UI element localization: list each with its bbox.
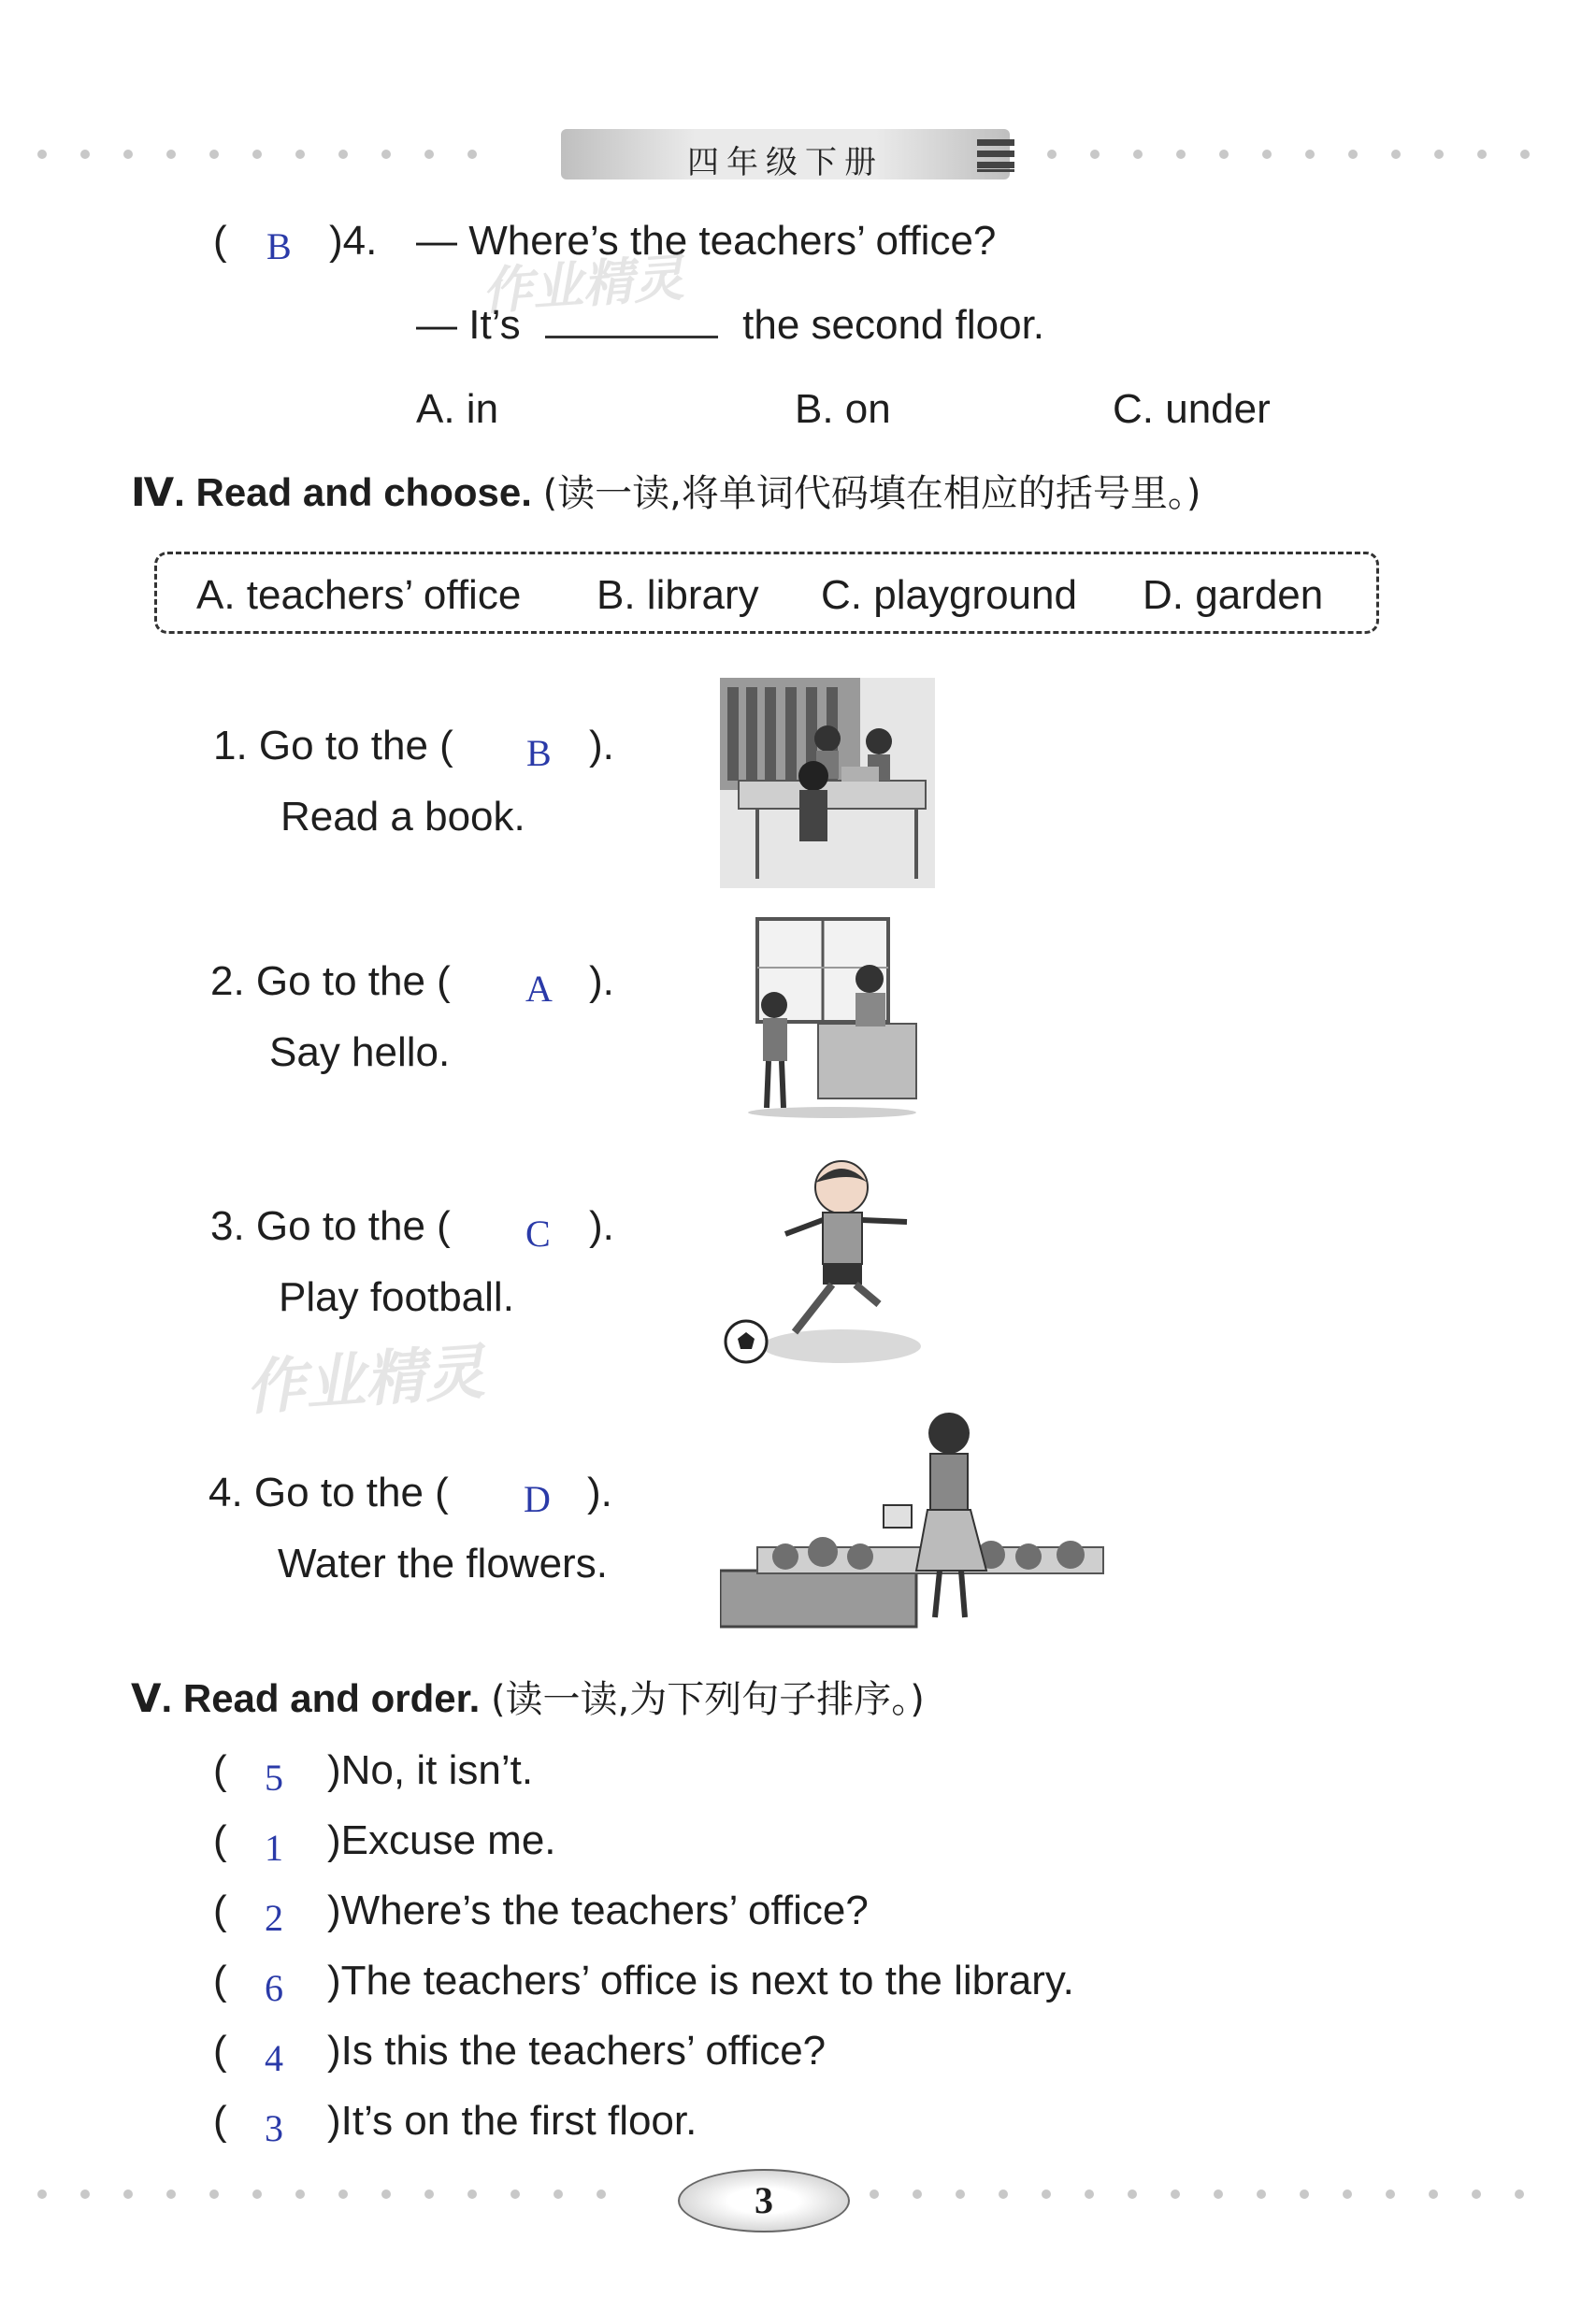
- order-item-answer: 5: [265, 1757, 283, 1799]
- section5-numeral: Ⅴ.: [131, 1676, 173, 1720]
- footer-dots-right: [870, 2189, 1571, 2199]
- q4-answer: B: [266, 225, 292, 267]
- q4-number: )4.: [329, 218, 378, 264]
- q4-question: — Where’s the teachers’ office?: [416, 218, 997, 264]
- section5-heading: [131, 1676, 925, 1721]
- decor-dot: [554, 2189, 563, 2199]
- decor-dot: [1300, 2189, 1309, 2199]
- item2-answer: A: [525, 968, 553, 1010]
- decor-dot: [252, 150, 262, 159]
- decor-dot: [1085, 2189, 1094, 2199]
- decor-dot: [1477, 150, 1487, 159]
- decor-dot: [597, 2189, 606, 2199]
- section5-instruction: (读一读,为下列句子排序。): [490, 1678, 925, 1721]
- item3-close: ).: [589, 1203, 614, 1249]
- footer-dots-left: [37, 2189, 654, 2199]
- decor-dot: [1219, 150, 1229, 159]
- decor-dot: [424, 150, 434, 159]
- header-title: 四年级下册: [687, 144, 884, 181]
- decor-dot: [37, 2189, 47, 2199]
- decor-dot: [424, 2189, 434, 2199]
- decor-dot: [1434, 150, 1444, 159]
- decor-dot: [209, 150, 219, 159]
- teachers-office-illustration: [739, 912, 926, 1122]
- q4-option-b: B. on: [795, 386, 891, 432]
- item2-line2: Say hello.: [269, 1029, 451, 1075]
- decor-dot: [166, 150, 176, 159]
- decor-dot: [1176, 150, 1186, 159]
- decor-dot: [1090, 150, 1100, 159]
- decor-dot: [1348, 150, 1358, 159]
- order-item-answer: 4: [265, 2037, 283, 2079]
- item1-line1: 1. Go to the (: [213, 723, 453, 768]
- decor-dot: [999, 2189, 1008, 2199]
- page-number-badge: [678, 2169, 850, 2232]
- order-item-answer: 1: [265, 1827, 283, 1869]
- item2-close: ).: [589, 958, 614, 1004]
- section4-title: Read and choose.: [195, 470, 532, 514]
- decor-dot: [1472, 2189, 1481, 2199]
- order-item-open-paren: (: [213, 1747, 227, 1793]
- section4-numeral: Ⅳ.: [131, 470, 185, 514]
- decor-dot: [80, 150, 90, 159]
- decor-dot: [913, 2189, 922, 2199]
- item1-close: ).: [589, 723, 614, 768]
- decor-dot: [1520, 150, 1530, 159]
- item3-answer: C: [525, 1213, 551, 1255]
- order-item-text: )It’s on the first floor.: [327, 2098, 697, 2144]
- section4-instruction: (读一读,将单词代码填在相应的括号里。): [542, 472, 1201, 515]
- decor-dot: [1171, 2189, 1180, 2199]
- decor-dot: [80, 2189, 90, 2199]
- header-banner: [561, 129, 1010, 179]
- header-dots-left: [37, 150, 542, 159]
- decor-dot: [295, 150, 305, 159]
- decor-dot: [1214, 2189, 1223, 2199]
- decor-dot: [123, 150, 133, 159]
- item2-line1: 2. Go to the (: [210, 958, 451, 1004]
- order-item-text: )No, it isn’t.: [327, 1747, 534, 1793]
- decor-dot: [252, 2189, 262, 2199]
- item4-line2: Water the flowers.: [278, 1541, 608, 1586]
- decor-dot: [1047, 150, 1057, 159]
- decor-dot: [381, 150, 391, 159]
- decor-dot: [1257, 2189, 1266, 2199]
- choice-a: A. teachers’ office: [196, 572, 522, 618]
- order-item-open-paren: (: [213, 1817, 227, 1863]
- books-right-icon: [977, 136, 1014, 172]
- decor-dot: [1042, 2189, 1051, 2199]
- item1-line2: Read a book.: [280, 794, 525, 840]
- watermark-upper: 作业精灵: [480, 248, 686, 322]
- order-item-text: )Excuse me.: [327, 1817, 556, 1863]
- decor-dot: [1515, 2189, 1524, 2199]
- playground-illustration: [720, 1155, 935, 1370]
- decor-dot: [1133, 150, 1143, 159]
- decor-dot: [1262, 150, 1272, 159]
- garden-illustration: [720, 1407, 1108, 1636]
- choice-b: B. library: [597, 572, 759, 618]
- order-item-text: )Is this the teachers’ office?: [327, 2028, 827, 2074]
- decor-dot: [1305, 150, 1315, 159]
- item4-answer: D: [524, 1478, 551, 1520]
- order-item-open-paren: (: [213, 1888, 227, 1933]
- decor-dot: [510, 2189, 520, 2199]
- order-item-answer: 2: [265, 1897, 283, 1939]
- order-item-text: )The teachers’ office is next to the library.: [327, 1958, 1074, 2003]
- order-item-text: )Where’s the teachers’ office?: [327, 1888, 869, 1933]
- order-item-answer: 6: [265, 1967, 283, 2009]
- item3-line2: Play football.: [279, 1274, 514, 1320]
- q4-open-paren: (: [213, 218, 227, 264]
- order-item-open-paren: (: [213, 1958, 227, 2003]
- decor-dot: [381, 2189, 391, 2199]
- decor-dot: [1429, 2189, 1438, 2199]
- decor-dot: [123, 2189, 133, 2199]
- item1-answer: B: [526, 732, 552, 774]
- decor-dot: [467, 150, 477, 159]
- decor-dot: [209, 2189, 219, 2199]
- item3-line1: 3. Go to the (: [210, 1203, 451, 1249]
- decor-dot: [295, 2189, 305, 2199]
- order-item-answer: 3: [265, 2107, 283, 2149]
- decor-dot: [1128, 2189, 1137, 2199]
- decor-dot: [166, 2189, 176, 2199]
- decor-dot: [338, 2189, 348, 2199]
- section5-title: Read and order.: [182, 1676, 481, 1720]
- q4-option-a: A. in: [416, 386, 499, 432]
- decor-dot: [956, 2189, 965, 2199]
- q4-option-c: C. under: [1113, 386, 1271, 432]
- order-item-open-paren: (: [213, 2098, 227, 2144]
- decor-dot: [1343, 2189, 1352, 2199]
- decor-dot: [1386, 2189, 1395, 2199]
- choice-c: C. playground: [821, 572, 1077, 618]
- q4-reply-start: — It’s: [416, 302, 521, 348]
- decor-dot: [1391, 150, 1401, 159]
- q4-reply-end: the second floor.: [742, 302, 1045, 348]
- choice-d: D. garden: [1143, 572, 1324, 618]
- section4-heading: [131, 470, 1201, 515]
- item4-close: ).: [587, 1470, 612, 1515]
- watermark-lower: 作业精灵: [243, 1338, 487, 1424]
- page-number: 3: [755, 2179, 773, 2221]
- library-illustration: [720, 678, 935, 888]
- header-dots-right: [1047, 150, 1571, 159]
- decor-dot: [338, 150, 348, 159]
- decor-dot: [870, 2189, 879, 2199]
- decor-dot: [467, 2189, 477, 2199]
- decor-dot: [37, 150, 47, 159]
- item4-line1: 4. Go to the (: [208, 1470, 449, 1515]
- order-item-open-paren: (: [213, 2028, 227, 2074]
